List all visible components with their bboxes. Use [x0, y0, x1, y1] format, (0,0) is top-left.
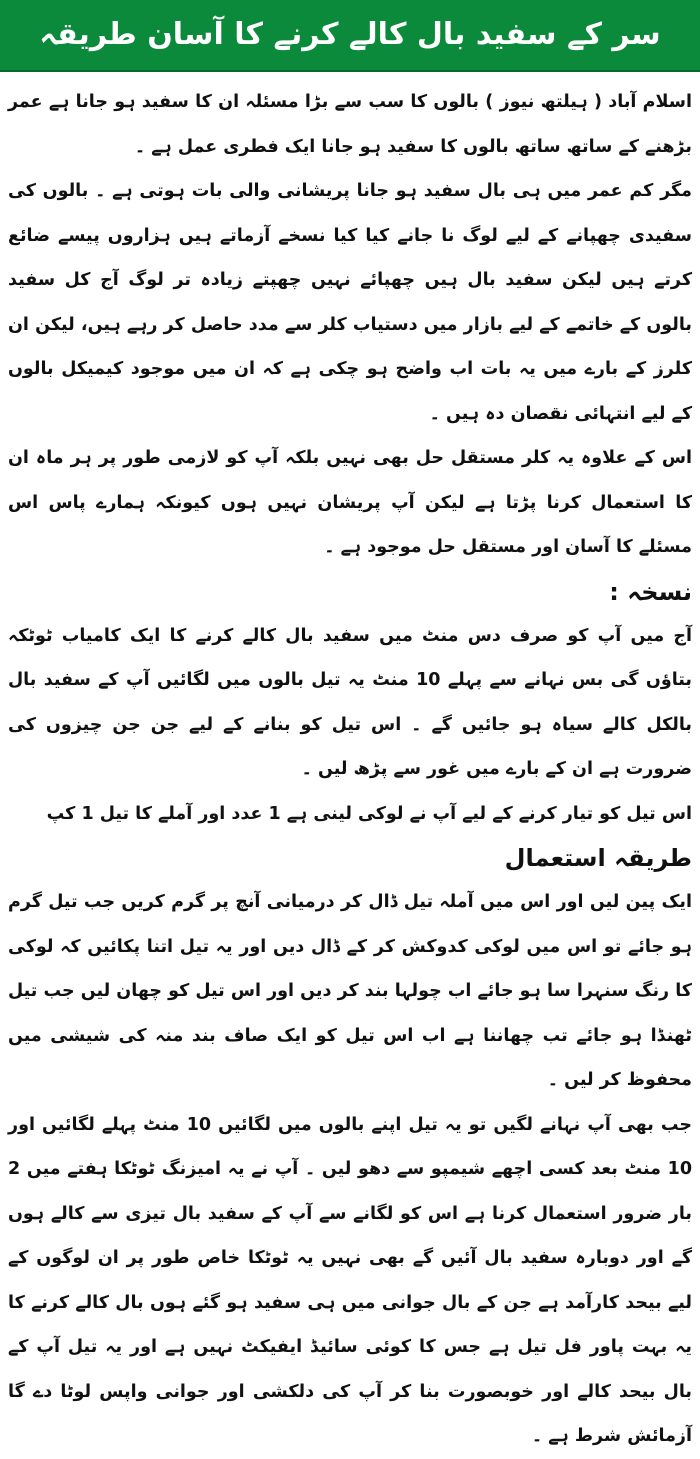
- intro-paragraph-2: مگر کم عمر میں ہی بال سفید ہو جانا پریشانی والی بات ہوتی ہے ۔ بالوں کی سفیدی چھپانے کے لیے لوگ نا جانے کیا کیا نسخے آزماتے ہیں ہزاروں پیسے ضائع کرتے ہیں لیکن سفید بال ہیں چھپائے نہیں چھپتے زیادہ تر لوگ آج کل سفید بالوں کے خاتمے کے لیے بازار میں دستیاب کلر سے مدد حاصل کر رہے ہیں، لیکن ان کلرز کے بارے میں یہ بات اب واضح ہو چکی ہے کہ ان میں موجود کیمیکل بالوں کے لیے انتہائی نقصان دہ ہیں ۔: [8, 181, 692, 424]
- intro-paragraph-1: اسلام آباد ( ہیلتھ نیوز ) بالوں کا سب سے بڑا مسئلہ ان کا سفید ہو جانا ہے عمر بڑھنے کے ساتھ ساتھ بالوں کا سفید ہو جانا ایک فطری عمل ہے ۔: [8, 92, 692, 157]
- usage-heading: طریقہ استعمال: [504, 844, 692, 872]
- usage-paragraph-1: ایک پین لیں اور اس میں آملہ تیل ڈال کر درمیانی آنچ پر گرم کریں جب تیل گرم ہو جائے تو اس میں لوکی کدوکش کر کے ڈال دیں اور یہ تیل اتنا پکائیں کہ لوکی کا رنگ سنہرا سا ہو جائے اب چولہا بند کر دیں اور اس تیل کو چھان لیں جب تیل ٹھنڈا ہو جائے تب چھاننا ہے اب اس تیل کو ایک صاف بند منہ کی شیشی میں محفوظ کر لیں ۔: [8, 892, 692, 1090]
- article-header: [0, 0, 700, 72]
- article-body: [8, 80, 692, 1446]
- recipe-heading: نسخہ :: [609, 577, 692, 606]
- article-title: سر کے سفید بال کالے کرنے کا آسان طریقہ: [39, 17, 661, 52]
- intro-paragraph-3: اس کے علاوہ یہ کلر مستقل حل بھی نہیں بلکہ آپ کو لازمی طور پر ہر ماہ ان کا استعمال کرنا پڑتا ہے لیکن آپ پریشان نہیں ہوں کیونکہ ہمارے پاس اس مسئلے کا آسان اور مستقل حل موجود ہے ۔: [8, 448, 692, 557]
- usage-paragraph-2: جب بھی آپ نہانے لگیں تو یہ تیل اپنے بالوں میں لگائیں 10 منٹ پہلے لگائیں اور 10 منٹ بعد کسی اچھے شیمپو سے دھو لیں ۔ آپ نے یہ امیزنگ ٹوٹکا ہفتے میں 2 بار ضرور استعمال کرنا ہے اس کو لگانے سے آپ کے سفید بال تیزی سے کالے ہوں گے اور دوبارہ سفید بال آئیں گے بھی نہیں یہ ٹوٹکا خاص طور پر ان لوگوں کے لیے بیحد کارآمد ہے جن کے بال جوانی میں ہی سفید ہو گئے ہوں بال کالے کرنے کا یہ بہت پاور فل تیل ہے جس کا کوئی سائیڈ ایفیکٹ نہیں ہے اور یہ تیل آپ کے بال بیحد کالے اور خوبصورت بنا کر آپ کی دلکشی اور جوانی واپس لوٹا دے گا آزمائش شرط ہے ۔: [8, 1114, 692, 1446]
- recipe-paragraph-2: اس تیل کو تیار کرنے کے لیے آپ نے لوکی لینی ہے 1 عدد اور آملے کا تیل 1 کپ: [46, 803, 692, 824]
- recipe-paragraph-1: آج میں آپ کو صرف دس منٹ میں سفید بال کالے کرنے کا ایک کامیاب ٹوٹکہ بتاؤں گی بس نہانے سے پہلے 10 منٹ یہ تیل بالوں میں لگائیں آپ کے سفید بال بالکل کالے سیاہ ہو جائیں گے ۔ اس تیل کو بنانے کے لیے جن جن چیزوں کی ضرورت ہے ان کے بارے میں غور سے پڑھ لیں ۔: [8, 625, 692, 779]
